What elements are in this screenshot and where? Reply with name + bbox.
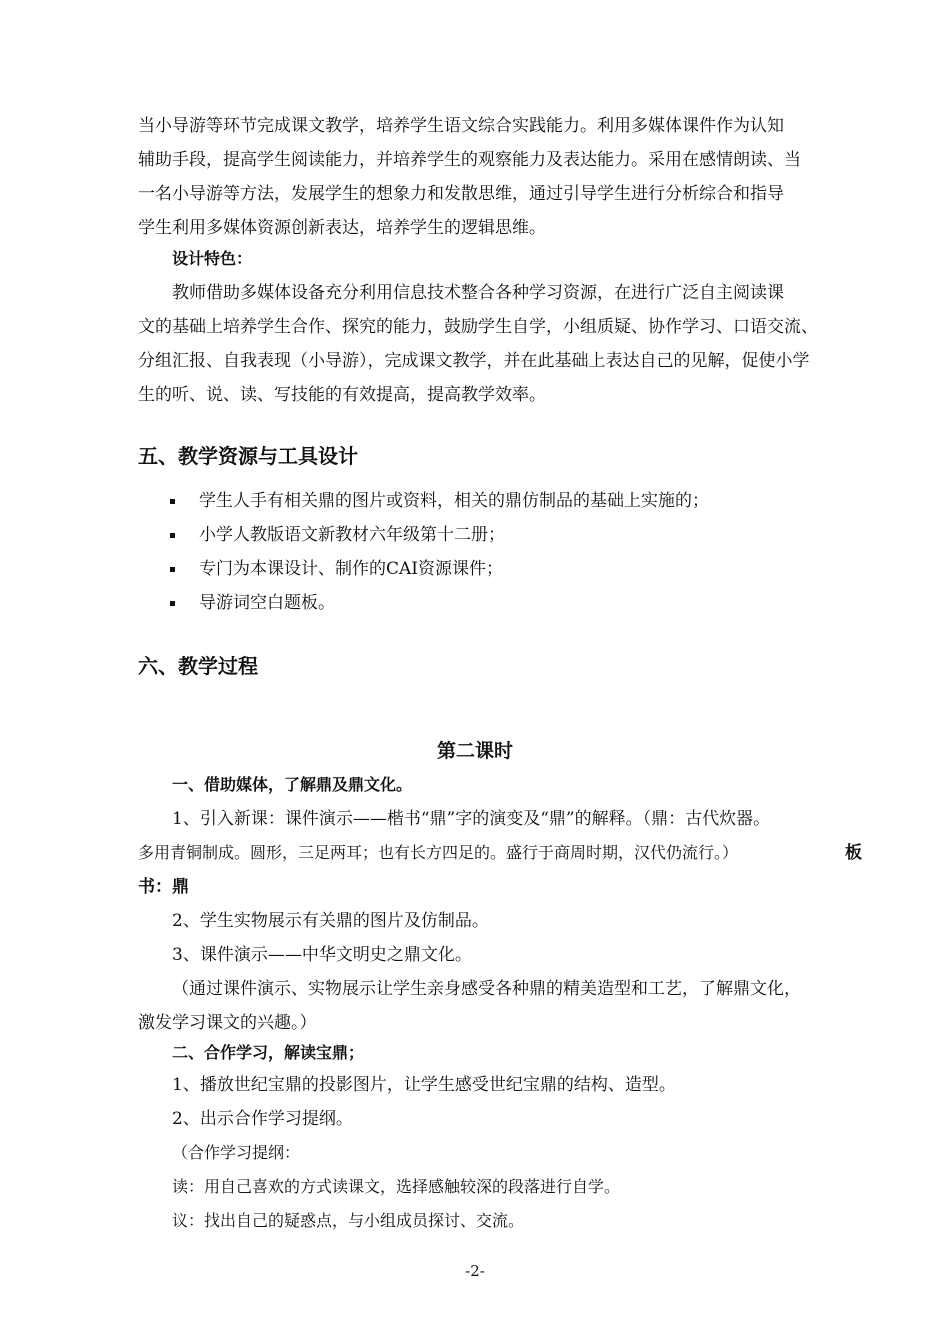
board-note: 书：鼎 bbox=[138, 877, 189, 897]
step-line: 多用青铜制成。圆形，三足两耳；也有长方四足的。盛行于商周时期，汉代仍流行。） 板 bbox=[138, 836, 862, 870]
part1-heading: 一、借助媒体，了解鼎及鼎文化。 bbox=[172, 775, 413, 794]
note-line: 激发学习课文的兴趣。） bbox=[138, 1013, 317, 1033]
resource-item: 导游词空白题板。 bbox=[170, 588, 335, 613]
note-line: （通过课件演示、实物展示让学生亲身感受各种鼎的精美造型和工艺，了解鼎文化， bbox=[172, 979, 801, 999]
intro-line: 一名小导游等方法，发展学生的想象力和发散思维，通过引导学生进行分析综合和指导 bbox=[138, 184, 784, 204]
bullet-icon bbox=[170, 601, 175, 606]
part1-steps bbox=[138, 904, 862, 1040]
resource-item: 学生人手有相关鼎的图片或资料，相关的鼎仿制品的基础上实施的； bbox=[170, 486, 709, 511]
step-line: 3、课件演示——中华文明史之鼎文化。 bbox=[172, 945, 472, 965]
step-line: 2、出示合作学习提纲。 bbox=[172, 1109, 353, 1129]
part2-steps bbox=[138, 1068, 862, 1238]
features-line: 生的听、说、读、写技能的有效提高，提高教学效率。 bbox=[138, 385, 546, 405]
step-line: 2、学生实物展示有关鼎的图片及仿制品。 bbox=[172, 911, 489, 931]
resource-item: 小学人教版语文新教材六年级第十二册； bbox=[170, 520, 505, 545]
intro-line: 当小导游等环节完成课文教学，培养学生语文综合实践能力。利用多媒体课件作为认知 bbox=[138, 116, 784, 136]
bullet-icon bbox=[170, 533, 175, 538]
board-label: 板 bbox=[845, 843, 862, 863]
features-line: 分组汇报、自我表现（小导游），完成课文教学，并在此基础上表达自己的见解，促使小学 bbox=[138, 351, 810, 371]
part2-heading: 二、合作学习，解读宝鼎； bbox=[172, 1043, 365, 1062]
part1-step1 bbox=[138, 802, 862, 904]
features-line: 教师借助多媒体设备充分利用信息技术整合各种学习资源，在进行广泛自主阅读课 bbox=[172, 283, 784, 303]
features-heading: 设计特色： bbox=[172, 249, 253, 268]
intro-line: 学生利用多媒体资源创新表达，培养学生的逻辑思维。 bbox=[138, 218, 546, 238]
outline-line: 议：找出自己的疑惑点，与小组成员探讨、交流。 bbox=[172, 1211, 525, 1230]
intro-line: 辅助手段，提高学生阅读能力，并培养学生的观察能力及表达能力。采用在感情朗读、当 bbox=[138, 150, 801, 170]
bullet-icon bbox=[170, 567, 175, 572]
features-line: 文的基础上培养学生合作、探究的能力，鼓励学生自学，小组质疑、协作学习、口语交流、 bbox=[138, 317, 818, 337]
section5-title: 五、教学资源与工具设计 bbox=[138, 444, 358, 468]
intro-paragraph bbox=[138, 109, 862, 245]
lesson-title: 第二课时 bbox=[436, 740, 513, 762]
bullet-icon bbox=[170, 499, 175, 504]
section6-title: 六、教学过程 bbox=[138, 654, 258, 678]
features-paragraph bbox=[138, 276, 862, 412]
resource-item: 专门为本课设计、制作的CAI资源课件； bbox=[170, 554, 503, 579]
page-number: -2- bbox=[465, 1262, 485, 1280]
step-line: 1、引入新课：课件演示——楷书“鼎”字的演变及“鼎”的解释。（鼎：古代炊器。 bbox=[172, 809, 771, 829]
step-line: 1、播放世纪宝鼎的投影图片，让学生感受世纪宝鼎的结构、造型。 bbox=[172, 1075, 676, 1095]
outline-line: （合作学习提纲： bbox=[172, 1143, 301, 1162]
outline-line: 读：用自己喜欢的方式读课文，选择感触较深的段落进行自学。 bbox=[172, 1177, 621, 1196]
